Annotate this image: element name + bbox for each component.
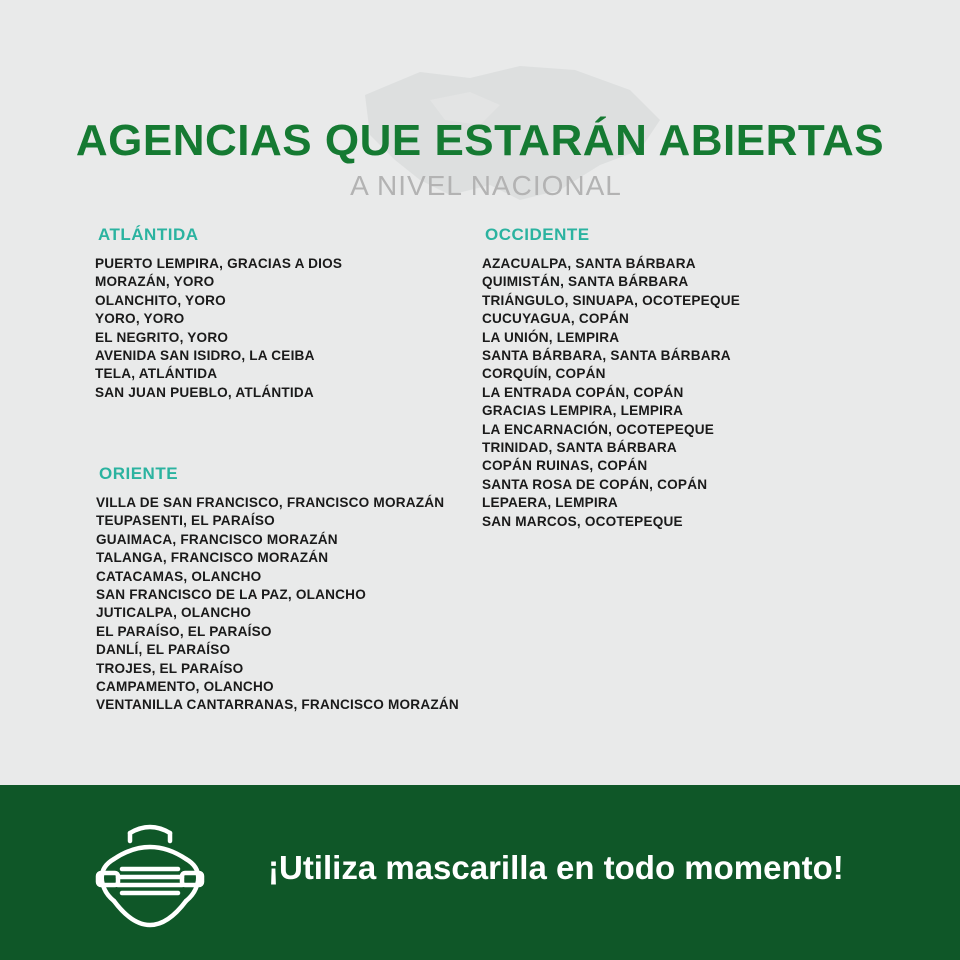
list-item: GUAIMACA, FRANCISCO MORAZÁN (96, 531, 338, 547)
list-item: TALANGA, FRANCISCO MORAZÁN (96, 550, 329, 566)
region-occidente (482, 225, 740, 531)
agency-list (95, 255, 342, 402)
region-title: OCCIDENTE (485, 225, 590, 244)
list-item: TRINIDAD, SANTA BÁRBARA (482, 440, 677, 456)
list-item: AZACUALPA, SANTA BÁRBARA (482, 256, 696, 271)
list-item: LA ENTRADA COPÁN, COPÁN (482, 384, 684, 400)
list-item: COPÁN RUINAS, COPÁN (482, 458, 648, 474)
list-item: LA ENCARNACIÓN, OCOTEPEQUE (482, 421, 715, 437)
list-item: CATACAMAS, OLANCHO (96, 568, 262, 584)
region-atlantida (95, 225, 342, 402)
footer-banner (0, 785, 960, 960)
region-title: ATLÁNTIDA (98, 225, 199, 244)
list-item: EL PARAÍSO, EL PARAÍSO (96, 623, 272, 639)
agency-list (96, 494, 459, 715)
list-item: CORQUÍN, COPÁN (482, 366, 606, 382)
face-mask-icon (92, 815, 208, 931)
list-item: YORO, YORO (95, 311, 185, 327)
agency-list (482, 255, 740, 531)
footer-message: ¡Utiliza mascarilla en todo momento! (268, 849, 844, 886)
list-item: JUTICALPA, OLANCHO (96, 605, 252, 621)
list-item: OLANCHITO, YORO (95, 292, 226, 308)
list-item: PUERTO LEMPIRA, GRACIAS A DIOS (95, 256, 343, 271)
list-item: VILLA DE SAN FRANCISCO, FRANCISCO MORAZÁN (96, 495, 445, 510)
list-item: VENTANILLA CANTARRANAS, FRANCISCO MORAZÁN (96, 697, 459, 713)
region-oriente (96, 464, 459, 715)
list-item: TELA, ATLÁNTIDA (95, 366, 218, 382)
list-item: QUIMISTÁN, SANTA BÁRBARA (482, 274, 689, 290)
list-item: SAN MARCOS, OCOTEPEQUE (482, 513, 683, 529)
list-item: DANLÍ, EL PARAÍSO (96, 642, 231, 658)
list-item: SANTA BÁRBARA, SANTA BÁRBARA (482, 348, 731, 364)
list-item: EL NEGRITO, YORO (95, 329, 229, 345)
list-item: TROJES, EL PARAÍSO (96, 660, 244, 676)
list-item: TEUPASENTI, EL PARAÍSO (96, 513, 275, 529)
region-title: ORIENTE (99, 464, 179, 483)
list-item: CUCUYAGUA, COPÁN (482, 311, 629, 327)
list-item: TRIÁNGULO, SINUAPA, OCOTEPEQUE (482, 292, 741, 308)
page-subtitle: A NIVEL NACIONAL (350, 170, 622, 201)
page-title: AGENCIAS QUE ESTARÁN ABIERTAS (75, 116, 885, 165)
list-item: CAMPAMENTO, OLANCHO (96, 679, 274, 695)
list-item: LA UNIÓN, LEMPIRA (482, 329, 620, 345)
list-item: GRACIAS LEMPIRA, LEMPIRA (482, 403, 684, 419)
list-item: AVENIDA SAN ISIDRO, LA CEIBA (95, 348, 315, 364)
list-item: SAN FRANCISCO DE LA PAZ, OLANCHO (96, 587, 366, 603)
list-item: SANTA ROSA DE COPÁN, COPÁN (482, 476, 708, 492)
list-item: LEPAERA, LEMPIRA (482, 495, 618, 511)
list-item: MORAZÁN, YORO (95, 274, 215, 290)
list-item: SAN JUAN PUEBLO, ATLÁNTIDA (95, 384, 314, 400)
